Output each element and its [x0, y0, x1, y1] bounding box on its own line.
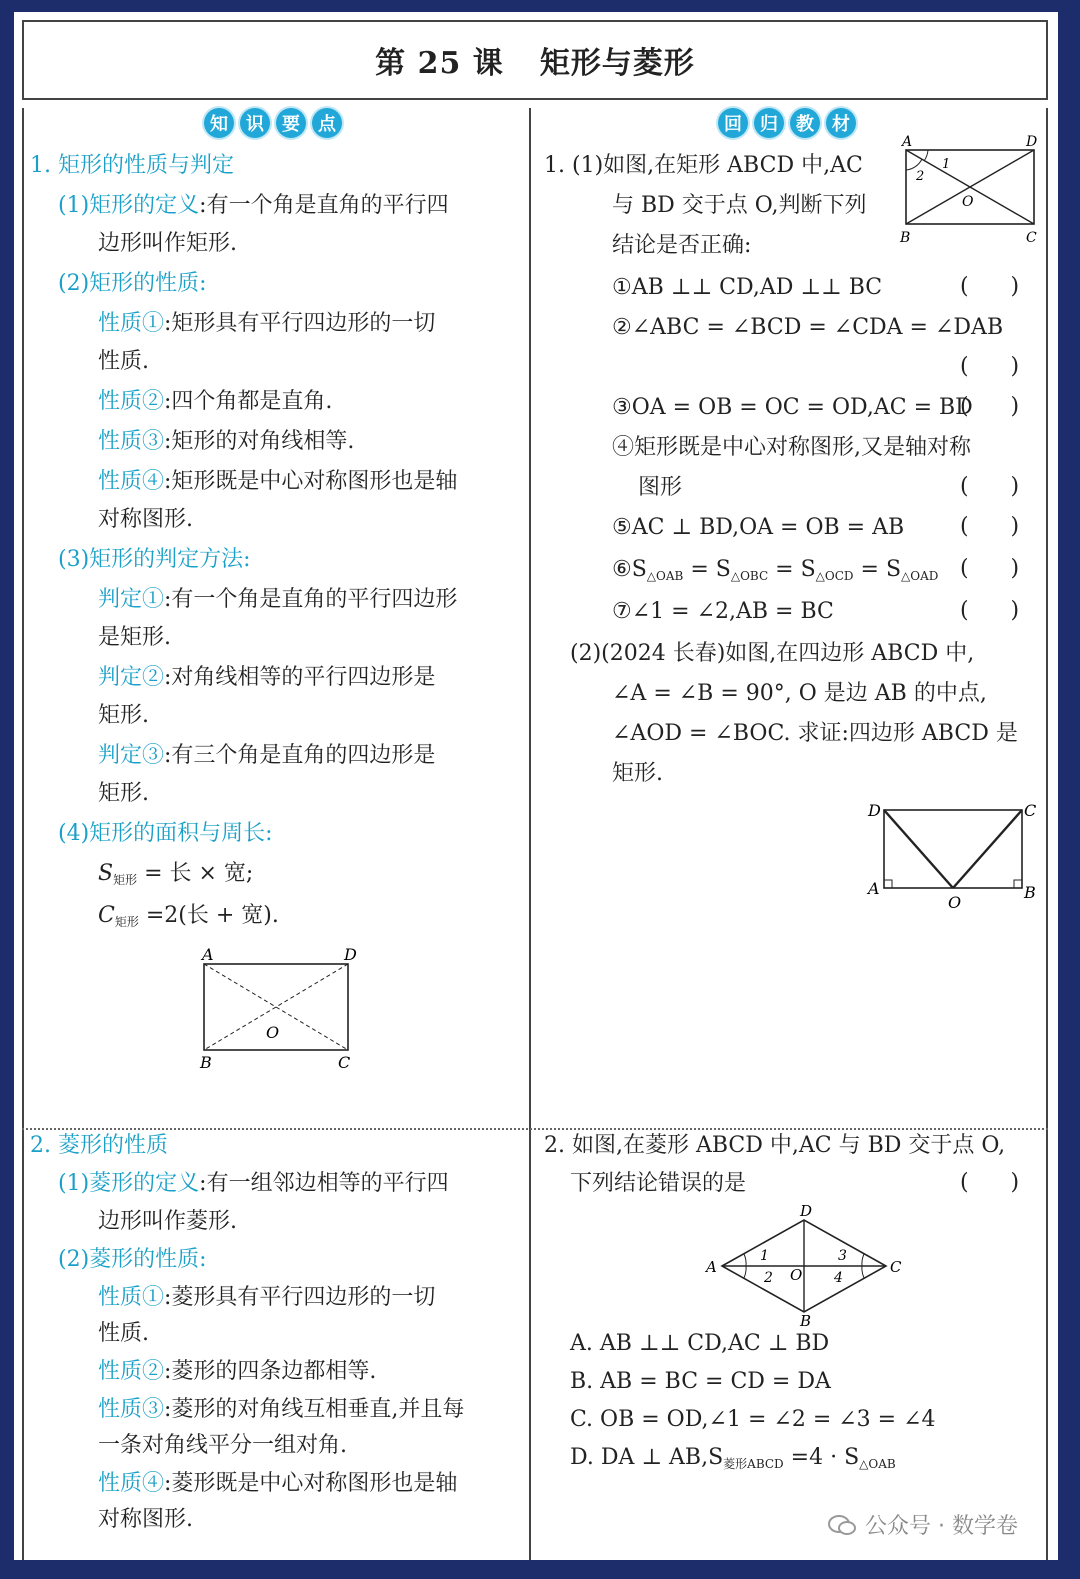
svg-text:D: D	[800, 1202, 813, 1220]
rectangle-figure	[190, 942, 360, 1072]
badge: 教	[790, 108, 820, 138]
rect-property-3: 性质③:矩形的对角线相等.	[98, 429, 355, 454]
title-bar	[22, 20, 1048, 100]
svg-text:3: 3	[838, 1248, 847, 1264]
rhombus-property-4-cont: 对称图形.	[98, 1507, 193, 1532]
rect-judgement-3-cont: 矩形.	[98, 781, 149, 806]
badge: 材	[826, 108, 856, 138]
option-4-cont: 图形	[638, 475, 683, 500]
svg-text:O: O	[266, 1023, 280, 1042]
rect-judgement-3: 判定③:有三个角是直角的四边形是	[98, 743, 436, 768]
rhombus-property-2: 性质②:菱形的四条边都相等.	[98, 1359, 377, 1384]
rhombus-property-4: 性质④:菱形既是中心对称图形也是轴	[98, 1471, 458, 1496]
svg-text:D: D	[344, 945, 357, 964]
option-D: D. DA ⊥ $AB,S_{菱形ABCD} =4 \cdot S_{\triangle OAB}$	[570, 1445, 896, 1471]
answer-blank-1[interactable]: ( )	[960, 274, 1020, 299]
textbook-review-badges	[718, 108, 856, 138]
option-4: ④矩形既是中心对称图形,又是轴对称	[612, 435, 971, 460]
page-title: 第 25 课 矩形与菱形	[375, 46, 695, 81]
badge: 识	[240, 108, 270, 138]
answer-blank-7[interactable]: ( )	[960, 598, 1020, 623]
rhombus-definition: (1)菱形的定义:有一组邻边相等的平行四	[58, 1171, 449, 1196]
rect-area-heading: (4)矩形的面积与周长:	[58, 821, 273, 846]
section-heading-rectangle: 1. 矩形的性质与判定	[30, 153, 234, 178]
svg-text:1: 1	[942, 157, 951, 172]
rect-judgement-heading: (3)矩形的判定方法:	[58, 547, 251, 572]
question-2-line1: 2. 如图,在菱形 ABCD 中,AC 与 BD 交于点 O,	[544, 1133, 1006, 1158]
worksheet	[14, 12, 1058, 1560]
answer-blank-q2[interactable]: ( )	[960, 1170, 1020, 1195]
badge: 归	[754, 108, 784, 138]
badge: 知	[204, 108, 234, 138]
question-1-2-line2: ∠A = ∠B = 90°, O 是边 AB 的中点,	[612, 681, 987, 706]
question-1-1-line3: 结论是否正确:	[612, 233, 752, 258]
rectangle-question-figure	[898, 130, 1044, 258]
option-A: A. AB ⊥⊥ CD,AC ⊥ BD	[570, 1331, 830, 1356]
question-1-1-line2: 与 BD 交于点 O,判断下列	[612, 193, 867, 218]
question-2-line2: 下列结论错误的是	[570, 1171, 747, 1196]
rect-property-4-cont: 对称图形.	[98, 507, 193, 532]
svg-text:A: A	[706, 1258, 717, 1276]
rect-property-1: 性质①:矩形具有平行四边形的一切	[98, 311, 436, 336]
svg-text:A: A	[902, 134, 913, 150]
svg-text:C: C	[1024, 801, 1037, 820]
option-5: ⑤AC ⊥ BD,OA = OB = AB	[612, 515, 905, 540]
svg-text:A: A	[868, 879, 880, 898]
question-1-2-line4: 矩形.	[612, 761, 663, 786]
rect-definition: (1)矩形的定义:有一个角是直角的平行四	[58, 193, 449, 218]
answer-blank-5[interactable]: ( )	[960, 514, 1020, 539]
question-1-number: 1.	[544, 153, 565, 178]
knowledge-points-badges	[204, 108, 342, 138]
rhombus-properties-heading: (2)菱形的性质:	[58, 1247, 207, 1272]
rect-definition-cont: 边形叫作矩形.	[98, 231, 237, 256]
svg-text:2: 2	[764, 1270, 773, 1286]
svg-text:B: B	[900, 230, 911, 246]
svg-text:4: 4	[834, 1270, 843, 1286]
section-divider	[22, 1128, 1048, 1130]
rect-judgement-1-cont: 是矩形.	[98, 625, 171, 650]
svg-text:A: A	[202, 945, 214, 964]
option-C: C. OB = OD,∠1 = ∠2 = ∠3 = ∠4	[570, 1407, 936, 1432]
answer-blank-6[interactable]: ( )	[960, 556, 1020, 581]
svg-text:2: 2	[916, 169, 925, 184]
question-1-2-line1: (2)(2024 长春)如图,在四边形 ABCD 中,	[570, 641, 975, 666]
column-divider	[529, 108, 531, 1560]
rect-perimeter-formula: $C_{矩形} =2$(长 + 宽).	[98, 903, 279, 929]
rect-area-formula: $S_{矩形}$ = 长 × 宽;	[98, 861, 254, 887]
option-2: ②∠ABC = ∠BCD = ∠CDA = ∠DAB	[612, 315, 1004, 340]
rhombus-definition-cont: 边形叫作菱形.	[98, 1209, 237, 1234]
badge: 回	[718, 108, 748, 138]
rhombus-property-1: 性质①:菱形具有平行四边形的一切	[98, 1285, 436, 1310]
rect-judgement-1: 判定①:有一个角是直角的平行四边形	[98, 587, 458, 612]
badge: 要	[276, 108, 306, 138]
rhombus-property-3: 性质③:菱形的对角线互相垂直,并且每	[98, 1397, 465, 1422]
rect-property-2: 性质②:四个角都是直角.	[98, 389, 333, 414]
svg-text:B: B	[800, 1312, 812, 1326]
answer-blank-2[interactable]: ( )	[960, 354, 1020, 379]
rhombus-property-1-cont: 性质.	[98, 1321, 149, 1346]
svg-text:C: C	[338, 1053, 351, 1072]
svg-text:B: B	[1024, 883, 1036, 902]
rect-property-1-cont: 性质.	[98, 349, 149, 374]
option-1: ①AB ⊥⊥ CD,AD ⊥⊥ BC	[612, 275, 883, 300]
option-6: $⑥S_{\triangle OAB} = S_{\triangle OBC} = S_{\triangle OCD} = S_{\triangle OAD}$	[612, 557, 939, 583]
svg-text:O: O	[790, 1266, 803, 1284]
svg-text:B: B	[200, 1053, 212, 1072]
badge: 点	[312, 108, 342, 138]
option-B: B. AB = BC = CD = DA	[570, 1369, 831, 1394]
option-7: ⑦∠1 = ∠2,AB = BC	[612, 599, 834, 624]
svg-text:O: O	[962, 194, 974, 210]
answer-blank-3[interactable]: ( )	[960, 394, 1020, 419]
quadrilateral-figure	[864, 798, 1044, 914]
wechat-icon	[827, 1513, 857, 1537]
svg-text:D: D	[1026, 134, 1038, 150]
svg-text:D: D	[868, 801, 881, 820]
svg-text:1: 1	[760, 1248, 769, 1264]
option-3: ③OA = OB = OC = OD,AC = BD	[612, 395, 973, 420]
watermark: 公众号 · 数学卷	[827, 1509, 1018, 1540]
rect-property-4: 性质④:矩形既是中心对称图形也是轴	[98, 469, 458, 494]
rect-properties-heading: (2)矩形的性质:	[58, 271, 207, 296]
svg-text:C: C	[1026, 230, 1037, 246]
svg-text:C: C	[890, 1258, 902, 1276]
rect-judgement-2-cont: 矩形.	[98, 703, 149, 728]
section-heading-rhombus: 2. 菱形的性质	[30, 1133, 168, 1158]
svg-text:O: O	[948, 893, 962, 912]
rhombus-property-3-cont: 一条对角线平分一组对角.	[98, 1433, 347, 1458]
rhombus-figure	[704, 1202, 904, 1326]
rect-judgement-2: 判定②:对角线相等的平行四边形是	[98, 665, 436, 690]
question-1-2-line3: ∠AOD = ∠BOC. 求证:四边形 ABCD 是	[612, 721, 1018, 746]
question-1-1-line1: (1)如图,在矩形 ABCD 中,AC	[572, 153, 863, 178]
answer-blank-4[interactable]: ( )	[960, 474, 1020, 499]
